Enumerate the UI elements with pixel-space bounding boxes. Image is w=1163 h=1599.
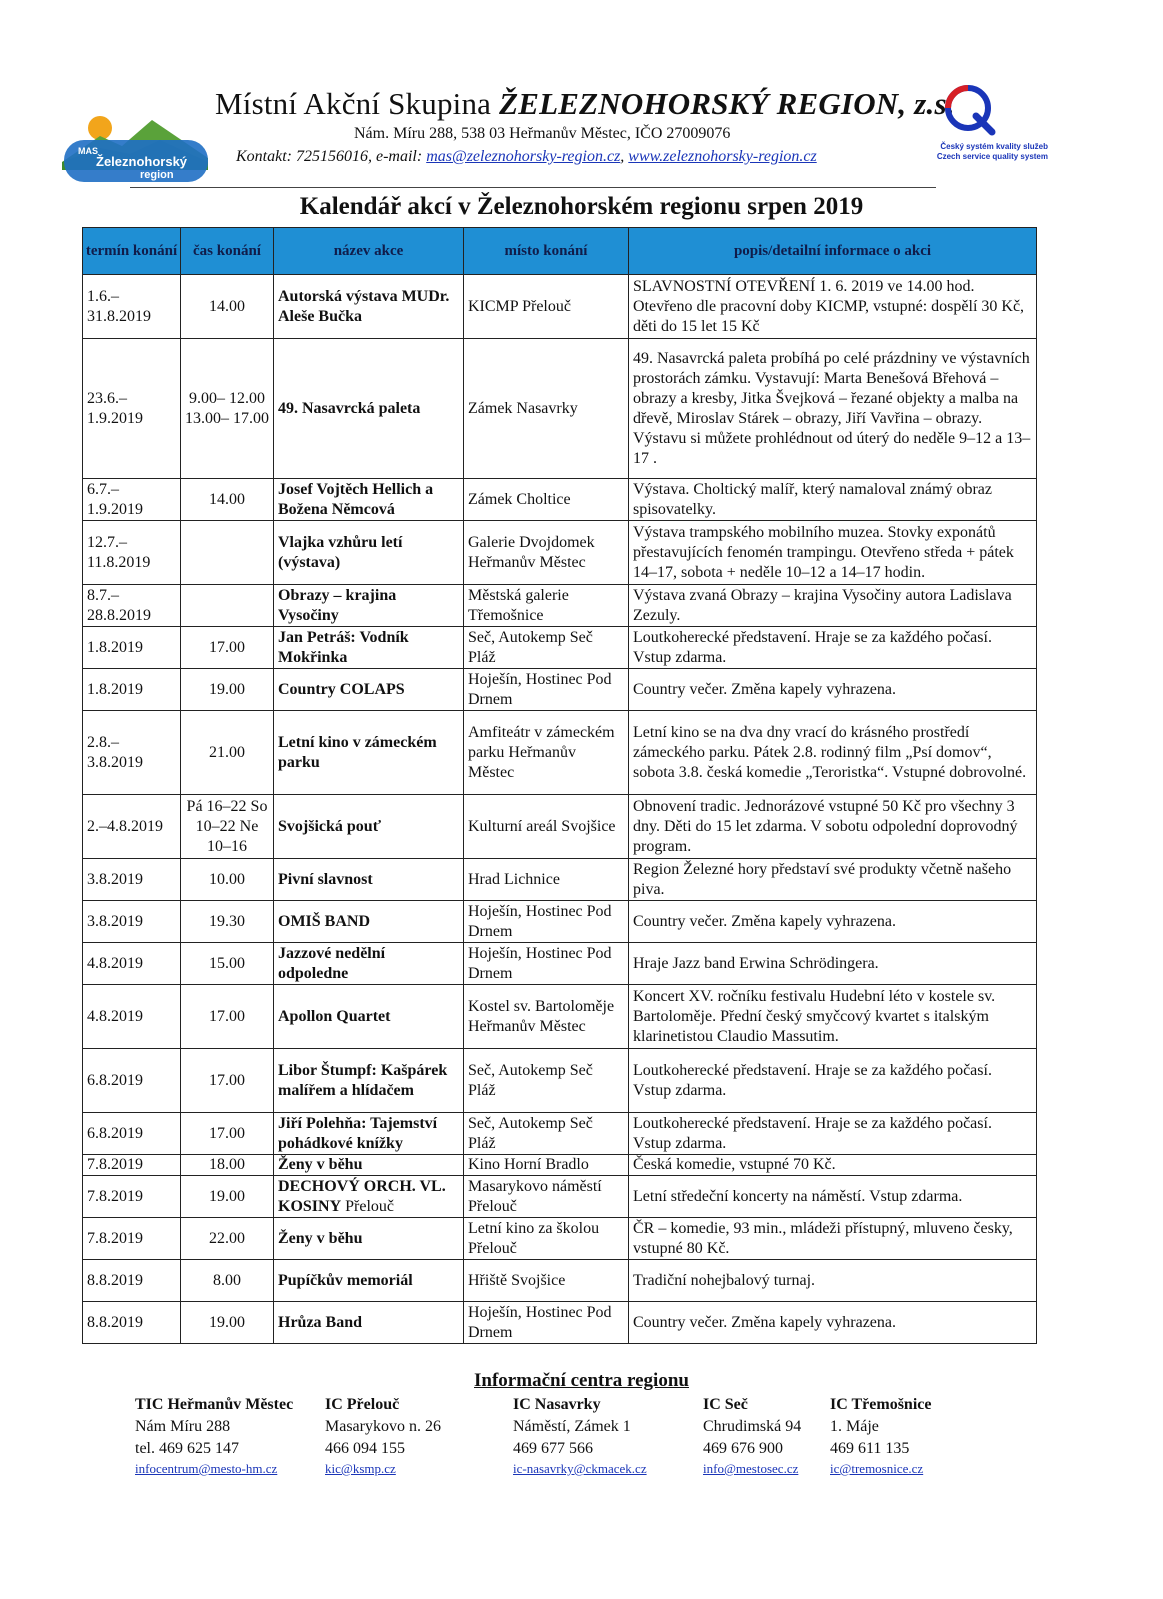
event-date (83, 339, 181, 479)
logo-text-region: region (140, 169, 174, 181)
table-row (83, 1302, 1037, 1344)
event-name (274, 669, 464, 711)
event-date-text: 4.8.2019 (87, 1007, 143, 1025)
event-place (464, 339, 629, 479)
info-office (703, 1394, 801, 1478)
event-place-text: Zámek Choltice (468, 490, 571, 508)
event-date (83, 1302, 181, 1344)
office-phone: tel. 469 625 147 (135, 1440, 239, 1457)
event-desc-text: 49. Nasavrcká paleta probíhá po celé prázdniny ve výstavních prostorách zámku. Vystavují: Marta Benešová Břehová – obrazy a kresby, Jitka Švejková – řezané objekty a malba na dřevě, Miroslav Stárek – obrazy, Jiří Vavřina – obrazy. Výstavu si můžete prohlédnout od úterý do neděle 9–12 a 13–17 . (633, 349, 1031, 467)
event-time-text: 8.00 (213, 1271, 241, 1289)
event-place (464, 901, 629, 943)
event-desc-text: Výstava. Choltický malíř, který namaloval známý obraz spisovatelky. (633, 480, 992, 518)
event-date (83, 901, 181, 943)
event-name-text: Jazzové nedělní odpoledne (278, 944, 386, 982)
event-name (274, 1049, 464, 1113)
table-row (83, 585, 1037, 627)
event-date-text: 7.8.2019 (87, 1229, 143, 1247)
event-time-text: 18.00 (209, 1156, 245, 1173)
event-date-text: 1.8.2019 (87, 638, 143, 656)
event-time (181, 1049, 274, 1113)
event-name-text: Apollon Quartet (278, 1007, 391, 1025)
event-date (83, 943, 181, 985)
event-time (181, 627, 274, 669)
event-name-text: Jan Petráš: Vodník Mokřinka (278, 628, 409, 666)
table-row (83, 339, 1037, 479)
event-name-text: Pupíčkův memoriál (278, 1271, 413, 1289)
quality-logo-icon (940, 80, 1000, 140)
event-desc (629, 275, 1037, 339)
event-desc (629, 1302, 1037, 1344)
event-desc (629, 795, 1037, 859)
event-name-text: Letní kino v zámeckém parku (278, 733, 437, 771)
event-date-text: 7.8.2019 (87, 1187, 143, 1205)
event-name (274, 711, 464, 795)
logo-text-name: Železnohorský (96, 154, 188, 169)
event-date (83, 1218, 181, 1260)
event-date-text: 23.6.– 1.9.2019 (87, 389, 143, 427)
event-time (181, 1155, 274, 1176)
header-divider (130, 187, 936, 188)
office-email[interactable]: info@mestosec.cz (703, 1461, 799, 1476)
event-date-text: 6.7.– 1.9.2019 (87, 480, 143, 518)
event-desc-text: Country večer. Změna kapely vyhrazena. (633, 912, 896, 930)
event-time (181, 1302, 274, 1344)
event-place-text: Seč, Autokemp Seč Pláž (468, 628, 593, 666)
mas-logo (60, 100, 210, 190)
event-name (274, 1176, 464, 1218)
event-time-text: 21.00 (209, 743, 245, 761)
event-time-text: 17.00 (209, 638, 245, 656)
info-office (513, 1394, 647, 1478)
event-desc (629, 1176, 1037, 1218)
table-row (83, 521, 1037, 585)
event-place-text: Kulturní areál Svojšice (468, 817, 616, 835)
event-name (274, 479, 464, 521)
office-email[interactable]: kic@ksmp.cz (325, 1461, 396, 1476)
info-office (135, 1394, 293, 1478)
event-desc (629, 1260, 1037, 1302)
event-desc (629, 859, 1037, 901)
event-time (181, 521, 274, 585)
event-desc (629, 521, 1037, 585)
col-header-desc: popis/detailní informace o akci (629, 228, 1037, 275)
event-place-text: Hoješín, Hostinec Pod Drnem (468, 902, 612, 940)
event-place (464, 275, 629, 339)
event-name (274, 795, 464, 859)
event-date (83, 1176, 181, 1218)
contact-separator: , (620, 148, 629, 165)
office-name: IC Seč (703, 1396, 748, 1413)
event-date-text: 8.8.2019 (87, 1313, 143, 1331)
event-time-text: 17.00 (209, 1071, 245, 1089)
table-header-row (83, 228, 1037, 275)
event-date-text: 12.7.– 11.8.2019 (87, 533, 151, 571)
event-time (181, 669, 274, 711)
events-table (82, 227, 1037, 1344)
office-email[interactable]: infocentrum@mesto-hm.cz (135, 1461, 278, 1476)
event-place-text: Městská galerie Třemošnice (468, 586, 569, 624)
event-time-text: 19.30 (209, 912, 245, 930)
office-address: Nám Míru 288 (135, 1418, 231, 1435)
event-place (464, 1218, 629, 1260)
event-time-text: 19.00 (209, 1187, 245, 1205)
event-date (83, 1260, 181, 1302)
event-time (181, 943, 274, 985)
quality-line-cz: Český systém kvality služeb (940, 142, 1048, 151)
table-row (83, 669, 1037, 711)
event-place (464, 711, 629, 795)
quality-line-en: Czech service quality system (936, 152, 1048, 161)
event-date (83, 795, 181, 859)
event-name-text: DECHOVÝ ORCH. VL. KOSINY (278, 1177, 446, 1215)
table-row (83, 1176, 1037, 1218)
org-title-strong: ŽELEZNOHORSKÝ REGION, z.s. (499, 86, 955, 121)
event-place-text: Amfiteátr v zámeckém parku Heřmanův Městec (468, 723, 615, 781)
table-row (83, 1049, 1037, 1113)
event-place-text: Hoješín, Hostinec Pod Drnem (468, 670, 612, 708)
event-desc (629, 985, 1037, 1049)
event-desc-text: Country večer. Změna kapely vyhrazena. (633, 1313, 896, 1331)
event-date-text: 3.8.2019 (87, 870, 143, 888)
event-name-text: Vlajka vzhůru letí (výstava) (278, 533, 403, 571)
event-desc (629, 1113, 1037, 1155)
event-time (181, 585, 274, 627)
office-address: Masarykovo n. 26 (325, 1418, 441, 1435)
event-time (181, 1176, 274, 1218)
event-place-text: Hoješín, Hostinec Pod Drnem (468, 944, 612, 982)
event-place-text: Hrad Lichnice (468, 870, 560, 888)
event-place (464, 479, 629, 521)
event-place (464, 859, 629, 901)
event-date-text: 2.8.– 3.8.2019 (87, 733, 143, 771)
event-place-text: Zámek Nasavrky (468, 399, 578, 417)
event-desc-text: Tradiční nohejbalový turnaj. (633, 1271, 816, 1289)
event-name (274, 275, 464, 339)
event-name (274, 985, 464, 1049)
event-date (83, 521, 181, 585)
event-desc-text: Letní kino se na dva dny vrací do krásného prostředí zámeckého parku. Pátek 2.8. rodinný film „Psí domov“, sobota 3.8. česká komedie „Teroristka“. Vstupné dobrovolné. (633, 723, 1027, 781)
event-desc-text: Loutkoherecké představení. Hraje se za každého počasí. Vstup zdarma. (633, 628, 992, 666)
office-phone: 466 094 155 (325, 1440, 405, 1457)
event-name (274, 901, 464, 943)
event-time-text: Pá 16–22 So 10–22 Ne 10–16 (186, 797, 268, 855)
org-contact (236, 148, 817, 166)
event-name-text: Ženy v běhu (278, 1156, 363, 1173)
event-name-text: Libor Štumpf: Kašpárek malířem a hlídačem (278, 1061, 448, 1099)
event-time (181, 795, 274, 859)
event-time-text: 9.00– 12.00 13.00– 17.00 (185, 389, 269, 427)
event-place (464, 1155, 629, 1176)
event-date (83, 275, 181, 339)
event-desc (629, 1049, 1037, 1113)
contact-label: Kontakt: 725156016, e-mail: (236, 148, 427, 165)
event-place-text: Hoješín, Hostinec Pod Drnem (468, 1303, 612, 1341)
event-date-text: 6.8.2019 (87, 1071, 143, 1089)
org-address: Nám. Míru 288, 538 03 Heřmanův Městec, IČO 27009076 (354, 125, 731, 142)
event-place (464, 1176, 629, 1218)
event-desc-text: SLAVNOSTNÍ OTEVŘENÍ 1. 6. 2019 ve 14.00 hod. Otevřeno dle pracovní doby KICMP, vstupné: dospělí 30 Kč, děti do 15 let 15 Kč (633, 277, 1025, 335)
col-header-time: čas konání (181, 228, 274, 275)
event-name (274, 1218, 464, 1260)
event-desc-text: Výstava zvaná Obrazy – krajina Vysočiny autora Ladislava Zezuly. (633, 586, 1012, 624)
event-desc (629, 1218, 1037, 1260)
office-name: TIC Heřmanův Městec (135, 1396, 294, 1413)
event-name-text: Pivní slavnost (278, 870, 373, 888)
event-time (181, 985, 274, 1049)
event-date (83, 479, 181, 521)
table-row (83, 1260, 1037, 1302)
event-desc (629, 585, 1037, 627)
table-row (83, 1218, 1037, 1260)
event-date-text: 3.8.2019 (87, 912, 143, 930)
event-desc-text: ČR – komedie, 93 min., mládeži přístupný, mluveno česky, vstupné 80 Kč. (633, 1219, 1013, 1257)
event-name-text: Country COLAPS (278, 680, 405, 698)
col-header-name: název akce (274, 228, 464, 275)
events-body (83, 275, 1037, 1344)
event-place (464, 1049, 629, 1113)
event-desc (629, 943, 1037, 985)
event-date-text: 1.8.2019 (87, 680, 143, 698)
event-place (464, 627, 629, 669)
web-link[interactable]: www.zeleznohorsky-region.cz (628, 148, 817, 165)
event-name (274, 585, 464, 627)
event-time-text: 14.00 (209, 297, 245, 315)
org-title (215, 86, 955, 122)
email-link[interactable]: mas@zeleznohorsky-region.cz (426, 148, 621, 165)
event-time-text: 14.00 (209, 490, 245, 508)
table-row (83, 1155, 1037, 1176)
event-place-text: Letní kino za školou Přelouč (468, 1219, 600, 1257)
event-place (464, 943, 629, 985)
event-place (464, 795, 629, 859)
office-address: Chrudimská 94 (703, 1418, 802, 1435)
event-desc (629, 339, 1037, 479)
event-date (83, 859, 181, 901)
event-name (274, 943, 464, 985)
table-row (83, 943, 1037, 985)
event-date-text: 6.8.2019 (87, 1124, 143, 1142)
event-name-text: OMIŠ BAND (278, 912, 371, 930)
table-row (83, 711, 1037, 795)
event-time-text: 19.00 (209, 680, 245, 698)
quality-caption (898, 142, 1048, 162)
event-time-text: 17.00 (209, 1007, 245, 1025)
col-header-date: termín konání (83, 228, 181, 275)
event-date-text: 1.6.– 31.8.2019 (87, 287, 151, 325)
event-desc-text: Obnovení tradic. Jednorázové vstupné 50 Kč pro všechny 3 dny. Děti do 15 let zdarma. V sobotu odpolední doprovodný program. (633, 797, 1018, 855)
event-name-text: 49. Nasavrcká paleta (278, 399, 421, 417)
table-row (83, 985, 1037, 1049)
event-name (274, 1260, 464, 1302)
event-name-text: Obrazy – krajina Vysočiny (278, 586, 397, 624)
event-place-text: Hřiště Svojšice (468, 1271, 566, 1289)
event-place-text: Seč, Autokemp Seč Pláž (468, 1114, 593, 1152)
office-address: 1. Máje (830, 1418, 879, 1435)
event-desc (629, 627, 1037, 669)
event-desc (629, 669, 1037, 711)
event-time (181, 859, 274, 901)
event-desc-text: Koncert XV. ročníku festivalu Hudební léto v kostele sv. Bartoloměje. Přední český smyčcový kvartet s italským klarinetistou Claudio Massutim. (633, 987, 996, 1045)
event-date-text: 2.–4.8.2019 (87, 817, 163, 835)
event-name (274, 627, 464, 669)
info-centers-title: Informační centra regionu (474, 1370, 689, 1391)
table-row (83, 901, 1037, 943)
office-name: IC Třemošnice (830, 1396, 932, 1413)
table-row (83, 1113, 1037, 1155)
event-name-text: Hrůza Band (278, 1313, 363, 1331)
event-time-text: 10.00 (209, 870, 245, 888)
event-date-text: 8.7.– 28.8.2019 (87, 586, 151, 624)
event-time (181, 1113, 274, 1155)
event-time (181, 1260, 274, 1302)
event-date-text: 4.8.2019 (87, 954, 143, 972)
event-time-text: 15.00 (209, 954, 245, 972)
event-date (83, 1049, 181, 1113)
event-date (83, 1113, 181, 1155)
col-header-place: místo konání (464, 228, 629, 275)
event-date-text: 7.8.2019 (87, 1156, 143, 1173)
event-name-text: Josef Vojtěch Hellich a Božena Němcová (278, 480, 434, 518)
event-name (274, 339, 464, 479)
table-row (83, 479, 1037, 521)
office-name: IC Přelouč (325, 1396, 400, 1413)
event-place-text: Masarykovo náměstí Přelouč (468, 1177, 602, 1215)
event-desc (629, 901, 1037, 943)
event-time (181, 275, 274, 339)
event-time-text: 17.00 (209, 1124, 245, 1142)
event-date (83, 669, 181, 711)
event-place (464, 1113, 629, 1155)
office-phone: 469 677 566 (513, 1440, 593, 1457)
event-place (464, 521, 629, 585)
info-office (830, 1394, 931, 1478)
event-name (274, 1155, 464, 1176)
org-title-plain: Místní Akční Skupina (215, 86, 500, 121)
event-place (464, 585, 629, 627)
table-row (83, 795, 1037, 859)
office-name: IC Nasavrky (513, 1396, 601, 1413)
event-name (274, 1113, 464, 1155)
office-phone: 469 611 135 (830, 1440, 910, 1457)
event-desc-text: Loutkoherecké představení. Hraje se za každého počasí. Vstup zdarma. (633, 1114, 992, 1152)
event-name-text: Autorská výstava MUDr. Aleše Bučka (278, 287, 450, 325)
letterhead (60, 80, 1060, 190)
page-title: Kalendář akcí v Železnohorském regionu srpen 2019 (299, 193, 864, 220)
info-office (325, 1394, 441, 1478)
event-desc-text: Region Železné hory představí své produkty včetně našeho piva. (633, 860, 1012, 898)
event-place-text: Galerie Dvojdomek Heřmanův Městec (468, 533, 595, 571)
event-name-text: Jiří Polehňa: Tajemství pohádkové knížky (278, 1114, 438, 1152)
event-place (464, 1260, 629, 1302)
office-email[interactable]: ic@tremosnice.cz (830, 1461, 924, 1476)
event-date (83, 585, 181, 627)
event-time-text: 22.00 (209, 1229, 245, 1247)
event-place (464, 1302, 629, 1344)
office-phone: 469 676 900 (703, 1440, 783, 1457)
event-date (83, 1155, 181, 1176)
event-desc (629, 1155, 1037, 1176)
office-address: Náměstí, Zámek 1 (513, 1418, 631, 1435)
event-name (274, 1302, 464, 1344)
event-time (181, 1218, 274, 1260)
event-desc-text: Letní středeční koncerty na náměstí. Vstup zdarma. (633, 1187, 963, 1205)
event-desc-text: Country večer. Změna kapely vyhrazena. (633, 680, 896, 698)
logo-text-mas: MAS (78, 146, 98, 156)
event-desc (629, 479, 1037, 521)
event-name-text: Svojšická pouť (278, 817, 382, 835)
event-name (274, 521, 464, 585)
table-row (83, 859, 1037, 901)
event-name-suffix: Přelouč (341, 1197, 394, 1215)
event-desc-text: Loutkoherecké představení. Hraje se za každého počasí. Vstup zdarma. (633, 1061, 992, 1099)
event-date (83, 985, 181, 1049)
event-time-text: 19.00 (209, 1313, 245, 1331)
event-place (464, 985, 629, 1049)
event-name (274, 859, 464, 901)
event-desc (629, 711, 1037, 795)
event-time (181, 711, 274, 795)
event-desc-text: Hraje Jazz band Erwina Schrödingera. (633, 954, 879, 972)
event-name-text: Ženy v běhu (278, 1229, 363, 1247)
event-place (464, 669, 629, 711)
event-desc-text: Výstava trampského mobilního muzea. Stovky exponátů přestavujících fenomén trampingu. Otevřeno středa + pátek 14–17, sobota + neděle 10–12 a 14–17 hodin. (633, 523, 1014, 581)
event-place-text: Seč, Autokemp Seč Pláž (468, 1061, 593, 1099)
event-date (83, 627, 181, 669)
office-email[interactable]: ic-nasavrky@ckmacek.cz (513, 1461, 647, 1476)
event-time (181, 339, 274, 479)
event-place-text: KICMP Přelouč (468, 297, 571, 315)
event-date (83, 711, 181, 795)
table-row (83, 275, 1037, 339)
event-time (181, 901, 274, 943)
event-place-text: Kino Horní Bradlo (468, 1156, 589, 1173)
event-date-text: 8.8.2019 (87, 1271, 143, 1289)
table-row (83, 627, 1037, 669)
event-time (181, 479, 274, 521)
event-place-text: Kostel sv. Bartoloměje Heřmanův Městec (468, 997, 615, 1035)
event-desc-text: Česká komedie, vstupné 70 Kč. (633, 1156, 836, 1173)
